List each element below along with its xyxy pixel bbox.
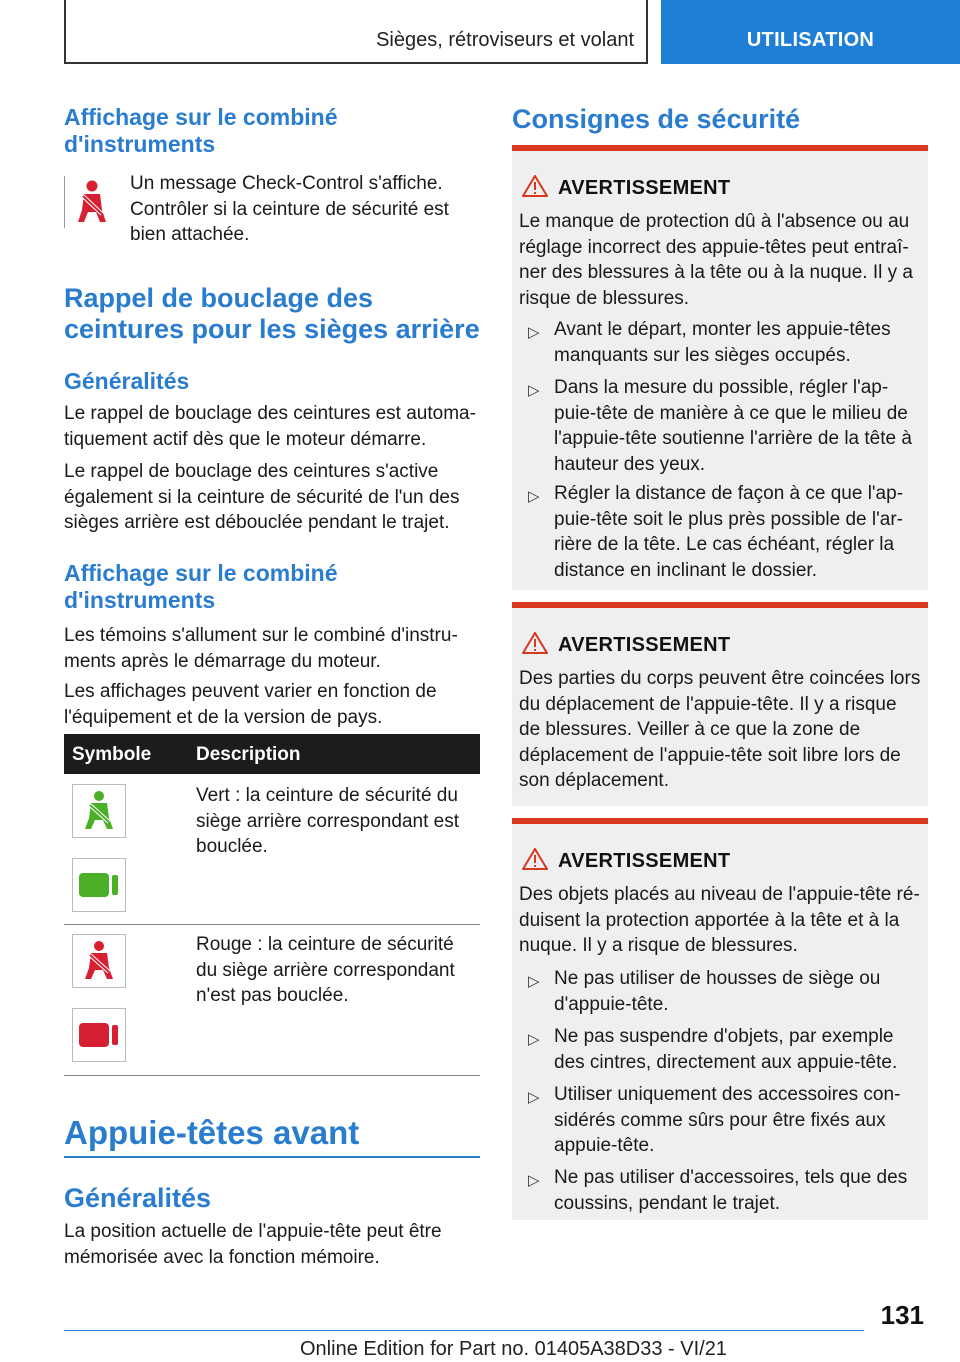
heading-generalites-1: Généralités xyxy=(64,368,190,394)
heading-consignes-securite: Consignes de sécurité xyxy=(512,104,801,134)
header-tab-utilisation[interactable] xyxy=(661,0,960,64)
warning-1-title: AVERTISSEMENT xyxy=(558,177,731,199)
warning-3-title: AVERTISSEMENT xyxy=(558,850,731,872)
warning-triangle-icon xyxy=(522,632,548,654)
warning-3-bullet-1: Ne pas utiliser de housses de siège ou d'appuie-tête. xyxy=(554,968,881,1015)
warning-1-bullet-3: Régler la distance de façon à ce que l'appuie-tête soit le plus près possible de l'arrière de la tête. Le cas échéant, régler la distance en inclinant le dossier. xyxy=(554,483,904,581)
generalites-1-paragraph-1: Le rappel de bouclage des ceintures est automatiquement actif dès que le moteur démarre. xyxy=(64,403,476,450)
warning-box-2 xyxy=(512,602,928,806)
warning-1-bullet-2: Dans la mesure du possible, régler l'appuie-tête de manière à ce que le milieu de l'appuie-tête soutienne l'arrière de la tête à hauteur des yeux. xyxy=(554,377,912,475)
bullet-triangle-icon: ▷ xyxy=(528,973,540,990)
bullet-triangle-icon: ▷ xyxy=(528,1172,540,1189)
table-divider-2 xyxy=(64,1075,480,1076)
generalites-1-paragraph-2: Le rappel de bouclage des ceintures s'active également si la ceinture de sécurité de l'un des sièges arrière est débouclée pendant le trajet. xyxy=(64,461,460,533)
table-col-symbole: Symbole xyxy=(72,744,152,765)
affichage-1-text: Un message Check-Control s'affiche. Contrôler si la ceinture de sécurité est bien attachée. xyxy=(130,173,449,245)
warning-3-text: Des objets placés au niveau de l'appuie-tête réduisent la protection apportée à la tête et à la nuque. Il y a risque de blessures. xyxy=(519,884,920,956)
table-row-1-description: Vert : la ceinture de sécurité du siège arrière correspondant est bouclée. xyxy=(196,785,459,857)
bullet-triangle-icon: ▷ xyxy=(528,382,540,399)
seatbelt-green-icon xyxy=(72,784,126,838)
bullet-triangle-icon: ▷ xyxy=(528,1031,540,1048)
warning-box-3 xyxy=(512,818,928,1220)
warning-1-text: Le manque de protection dû à l'absence ou au réglage incorrect des appuie-têtes peut entraîner des blessures à la tête ou à la nuque. Il y a risque de blessures. xyxy=(519,211,913,309)
header-section-title: Sièges, rétroviseurs et volant xyxy=(376,29,634,51)
footer-edition: Online Edition for Part no. 01405A38D33 - VI/21 xyxy=(300,1338,727,1360)
affichage-2-paragraph-2: Les affichages peuvent varier en fonction de l'équipement et de la version de pays. xyxy=(64,681,437,728)
heading-underline xyxy=(64,1156,480,1158)
bullet-triangle-icon: ▷ xyxy=(528,488,540,505)
seatbelt-red-icon xyxy=(72,934,126,988)
warning-3-bullet-2: Ne pas suspendre d'objets, par exemple des cintres, directement aux appuie-tête. xyxy=(554,1026,898,1073)
header-tab-label: UTILISATION xyxy=(746,29,875,51)
rear-seat-green-indicator-icon xyxy=(72,858,126,912)
warning-2-text: Des parties du corps peuvent être coincées lors du déplacement de l'appuie-tête. Il y a risque de blessures. Veiller à ce que la zone de déplacement de l'appuie-tête soit libre lors de son déplacement. xyxy=(519,668,921,791)
warning-2-title: AVERTISSEMENT xyxy=(558,634,731,656)
heading-rappel-bouclage: Rappel de bouclage des ceintures pour les sièges arrière xyxy=(64,283,480,344)
rear-seat-red-indicator-icon xyxy=(72,1008,126,1062)
generalites-2-paragraph: La position actuelle de l'appuie-tête peut être mémorisée avec la fonction mémoire. xyxy=(64,1221,442,1268)
heading-affichage-1: Affichage sur le combiné d'instruments xyxy=(64,104,338,157)
heading-appuie-tetes-avant: Appuie-têtes avant xyxy=(64,1114,360,1151)
warning-1-bullet-1: Avant le départ, monter les appuie-têtes manquants sur les sièges occupés. xyxy=(554,319,891,366)
warning-3-bullet-4: Ne pas utiliser d'accessoires, tels que des coussins, pendant le trajet. xyxy=(554,1167,908,1214)
heading-generalites-2: Généralités xyxy=(64,1183,212,1213)
heading-affichage-2: Affichage sur le combiné d'instruments xyxy=(64,560,338,613)
page-number: 131 xyxy=(880,1300,924,1330)
table-row-2-description: Rouge : la ceinture de sécurité du siège arrière correspondant n'est pas bouclée. xyxy=(196,934,455,1006)
warning-triangle-icon xyxy=(522,175,548,197)
affichage-2-paragraph-1: Les témoins s'allument sur le combiné d'instruments après le démarrage du moteur. xyxy=(64,625,458,672)
warning-triangle-icon xyxy=(522,848,548,870)
bullet-triangle-icon: ▷ xyxy=(528,1089,540,1106)
warning-3-bullet-3: Utiliser uniquement des accessoires considérés comme sûrs pour être fixés aux appuie-tête. xyxy=(554,1084,901,1156)
table-divider-1 xyxy=(64,924,480,925)
seatbelt-warning-icon xyxy=(64,174,120,230)
footer-rule xyxy=(64,1330,864,1331)
symbol-table-header xyxy=(64,734,480,774)
header-section-box xyxy=(64,0,648,64)
table-col-description: Description xyxy=(196,744,301,765)
warning-box-1 xyxy=(512,145,928,590)
bullet-triangle-icon: ▷ xyxy=(528,324,540,341)
